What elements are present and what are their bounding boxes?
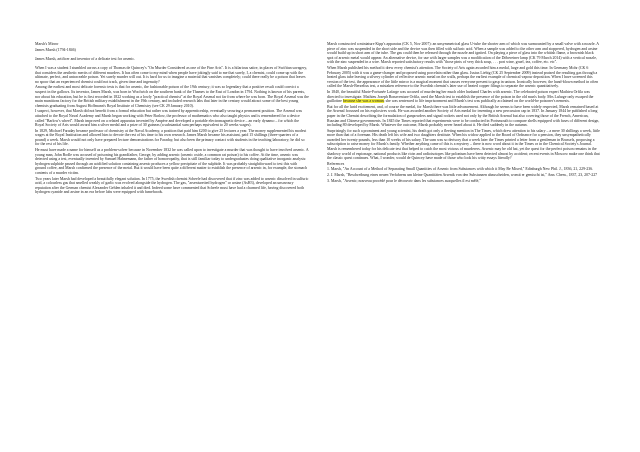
references-heading: References (327, 161, 345, 166)
paragraph: Surprisingly for such a prominent and young scientist, his death got only a fleeting mention in The Times, which drew attention to his salary – a mere 30 shillings a week, little more than that of a foreman. His death left his wife and two daughters destitute. When his widow applied to the Board of Ordnance for a pension, they unsympathetically awarded her twenty pounds, less than 10 weeks of his salary. The sum was so derisory that a week later the Times printed a letter from a gentleman in Brussels, proposing a subscription to raise money for Marsh's family. Whether anything came of this is a mystery – there is now word about it in the Times or in the Chemical Society's Journal. Marsh is remembered today for his delicate test that helped to catch the most vicious of murderers. Arsenic may be old hat, yet the quest for the perfect poison remains in the shadowy world of espionage, national products like ricin and radioisotopes like polonium have been detected almost by accident; recent events in Moscow make one think that the classic quest continues. What, I wonder, would de Quincey have made of those who look his witty essays literally? (327, 128, 600, 161)
reference-item: 2. J. Marsh, "Beschreibung eines neuen Verfahrens um kleine Quantitäten Arsenik von den Substanzen abzuscheiden, womit er gemischt ist," Ann. Chem., 1837, 23, 207-227 (327, 173, 598, 178)
article-subtitle-dates: James Marsh (1794-1846) (35, 47, 76, 52)
text-run: ; she was sentenced to life imprisonment and Marsh's test was publically acclaimed on the world-be poisoner's nemesis. (383, 99, 570, 104)
right-column (327, 42, 601, 452)
paragraph: When Marsh published his method it drew every chemist's attention. The Society of Arts again awarded him a medal, large and gold this time. In Germany Mohr (CK 6 February 2005) with it was a game-changer and proposed using porcelain rather than glass. Justus Liebig (CK 25 September 2009) instead praised the resulting gas through a heated glass tube leaving a silvery cylinder of reflective arsenic metal on the walls, perhaps the earliest example of chemical vapour deposition. When I have screened this version of the test, the appearance of the little mirror is a magical moment that causes everyone present to gasp in unison. Ironically however, the hand-blown method in often called the Marsh-Berzelius test, a mistaken reference to the Swedish chemist's later use of heated copper filings to separate the arsenic quantitatively. (327, 65, 599, 89)
article-lead: James Marsh, artificer and inventor of a delicate test for arsenic. (35, 56, 136, 61)
paragraph: Two years later Marsh had developed a beautifully elegant solution. In 1775, the Swedish chemist Scheele had discovered that if zinc was added to arsenic dissolved in sulfuric acid, a colourless gas that smelled weakly of garlic was evolved alongside the hydrogen. The gas, "arseniuretted hydrogen" or arsine (AsH3), developed an unsavoury reputation after the German chemist Alexander Gehlen inhaled it and died. Indeed some have commented that Scheele must have had a charmed life, having discovered both hydrogen cyanide and arsine in an era before labs were equipped with fumehoods. (35, 176, 309, 195)
text-run: In 1840, the beautiful Marie-Fortunée Lafarge was accused of murdering her much older husband Charles with arsenic. The celebrated poison expert Mathieu Orfila was directed to investigate. Mathieu Joseph Bonaventure Orfila, used the Marsh test to establish the presence of the poison in the old man's body. Mrs Lafarge only escaped the guillotine (327, 89, 594, 104)
article-title: Marsh's Mirror (35, 42, 59, 46)
paragraph: Marsh constructed a miniature Kipp's apparatus (CK 5, Nov 2007): an unsymmetrical glass U-tube the shorter arm of which was surmounted by a small valve with a nozzle. A piece of zinc was suspended in the short side and the device was then filled with sulfuric acid. When a sample was added to the other arm and stoppered, hydrogen and arsine would build up in short arm of the tube. The gas could then be released through the nozzle and ignited. On playing a piece of glass into the whitish flame, a brownish black spot of arsenic metal would appear. An alternative device, for use with larger samples was a modification of the Döbereiner lamp (CK 79 March 2014) with a vertical nozzle, with the zinc suspended in a wire. Marsh reported satisfactory results with "those pints of very thick soup, . . . port wine, gruel, tea, coffee, etc. etc". (327, 42, 599, 65)
reference-item: 1. Marsh, "An Account of a Method of Separating Small Quantities of Arsenic from Substances with which it May Be Mixed," Edinburgh New Phil. J., 1836, 21, 229-236. (327, 167, 594, 172)
paragraph: Among the earliest and most delicate forensic tests is that for arsenic, the fashionable poison of the 19th century; it was so legendary that a positive result could convict a suspect in the gallows. Its inventor, James Marsh, was born in Woolwich on the southern bank of the Thames to the East of London in 1794. Nothing is known of his parents, nor about his education, but he is first recorded in 1822 working as a lowly "practical chemist" at the Royal Arsenal not far from where he was born. The Royal Arsenal was the main munitions factory for the British military establishment in the 19th century, and included research labs that later in the century would attract some of the best young chemists graduating from August Hoffmann's Royal Institute of Chemistry (see CK 29 January 2010). (35, 85, 309, 108)
paragraph: In 1829, Michael Faraday became professor of chemistry at the Naval Academy, a position that paid him £200 to give 25 lectures a year. The money supplemented his modest wages at the Royal Institution and allowed him to devote the rest of his time to his own research. James Marsh became his assistant, paid 15 shillings (three-quarters of a pound) a week. Marsh would not only have prepared lecture demonstrations for Faraday, but also been the primary contact with students in the teaching laboratory; he did so for the rest of his life. (35, 128, 307, 147)
highlighted-text[interactable]: because she was a woman (342, 99, 384, 104)
paragraph-with-highlight (327, 90, 601, 104)
paragraph: I suspect, however, that Marsh did not benefit from a formal education but rather was trained by apprenticeship, eventually securing a permanent position. The Arsenal was attached to the Royal Naval Academy and Marsh began working with Peter Barlow, the professor of mathematics who also taught physics and is remembered for a device called "Barlow's wheel". Marsh improved on a related apparatus invented by Ampère and developed a portable electromagnetic device – an early dynamo – for which the Royal Society of Arts would award him a silver medal and a prize of 30 guineas (a substantial sum perhaps equivalent to 20 weeks wages). (35, 109, 302, 128)
paragraph: He must have made a name for himself as a problem-solver because in November 1832 he was called upon to investigate a murder that was thought to have involved arsenic. A young man, John Bodle was accused of poisoning his grandfather, George, by adding arsenic (arsenic oxide, a common rat poison) to his coffee. At the time, arsenic was detected using a test, eventually invented by Samuel Hahnemann, the father of homoeopathy, that is still familiar today to undergraduates doing qualitative inorganic analysis: hydrogen sulphide passed through an acidified solution containing arsenic produces a yellow precipitate of the sulphide. It was probably straightforward to test this with ground coffee, and Marsh confirmed the presence of the metal. But it would have been quite a different matter to establish the presence of arsenic in, for example, the stomach contents of a murder victim. (35, 148, 309, 176)
paragraph: When I was a student I stumbled across a copy of Thomas de Quincey's "On Murder Considered as one of the Fine Arts". It is a hilarious satire, in places of Swiftian savagery, that considers the aesthetic merits of different murders. It has often come to my mind when people have jokingly said to me that surely, I, a chemist, could come up with the ultimate, perfect, and untraceable poison. Yet surely murder will out. It is hard for us to imagine a material that vanishes completely; could there really be a poison that leaves no spoor that an experienced chemist could not track, given time and ingenuity? (35, 65, 308, 84)
left-column (35, 42, 309, 452)
paragraph: But for all the lurid excitement, and, of course the medal, for Marsh there was little advancement. Although he seems to have been widely respected, Marsh remained based at the Arsenal focussed on his explosives work. He was awarded another Society of Arts medal for inventing a new percussion cap in 1837. In January 1844 he published a long paper in the Chemist describing the formulation of gunpowders and signal rockets used not only by the British Arsenal but also covering those of the French, American, Russian and Chinese governments. In 1845 the Times reported that experiments were to be conducted in Portsmouth to compare shells equipped with fuses of different design, including 80 developed by Marsh. Whatever the outcome, Marsh probably never heard about it. He died suddenly in the autumn. (327, 104, 600, 128)
reference-item: 3. Marsh, "Arsenic; nouveau procédé pour le découvrir dans les substances auxquelles il est mêlé," (327, 178, 481, 183)
